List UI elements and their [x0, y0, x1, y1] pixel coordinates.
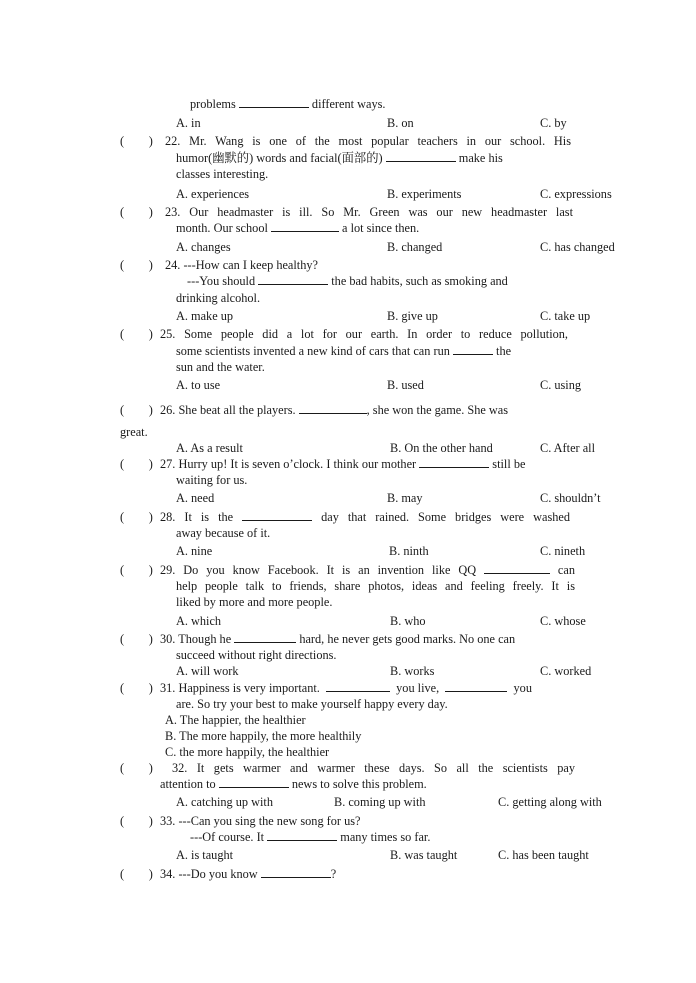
answer-blank[interactable]	[239, 96, 309, 108]
answer-paren[interactable]: ( )	[120, 205, 153, 219]
q30-line-2: succeed without right directions.	[176, 648, 337, 662]
q23-option-a[interactable]: A. changes	[176, 240, 231, 254]
q33-line-2: ---Of course. It many times so far.	[190, 830, 431, 844]
q31-option-a[interactable]: A. The happier, the healthier	[165, 713, 306, 727]
answer-blank[interactable]	[299, 402, 367, 414]
q26-option-c[interactable]: C. After all	[540, 441, 595, 455]
q25-line-1: 25. Some people did a lot for our earth. In order to reduce pollution,	[160, 327, 568, 341]
q26-line-2: great.	[120, 425, 148, 439]
q31-option-c[interactable]: C. the more happily, the healthier	[165, 745, 330, 759]
q23-line-2: month. Our school a lot since then.	[176, 221, 420, 235]
q21-option-c[interactable]: C. by	[540, 116, 567, 130]
answer-blank[interactable]	[267, 829, 337, 841]
answer-blank[interactable]	[258, 273, 328, 285]
answer-blank[interactable]	[326, 680, 390, 692]
q30-option-c[interactable]: C. worked	[540, 664, 592, 678]
q24-option-a[interactable]: A. make up	[176, 309, 234, 323]
q27-line-1: 27. Hurry up! It is seven o’clock. I think our mother still be	[160, 457, 526, 471]
q26-option-a[interactable]: A. As a result	[176, 441, 243, 455]
q29-option-a[interactable]: A. which	[176, 614, 222, 628]
answer-paren[interactable]: ( )	[120, 632, 153, 646]
q23-option-b[interactable]: B. changed	[387, 240, 443, 254]
q28-option-c[interactable]: C. nineth	[540, 544, 586, 558]
answer-paren[interactable]: ( )	[120, 510, 153, 524]
q32-option-c[interactable]: C. getting along with	[498, 795, 602, 809]
q32-option-b[interactable]: B. coming up with	[334, 795, 426, 809]
q27-line-2: waiting for us.	[176, 473, 248, 487]
q25-line-3: sun and the water.	[176, 360, 265, 374]
q21-option-b[interactable]: B. on	[387, 116, 414, 130]
q31-option-b[interactable]: B. The more happily, the more healthily	[165, 729, 362, 743]
q23-line-1: 23. Our headmaster is ill. So Mr. Green was our new headmaster last	[165, 205, 573, 219]
q30-line-1: 30. Though he hard, he never gets good marks. No one can	[160, 632, 516, 646]
q33-option-b[interactable]: B. was taught	[390, 848, 458, 862]
q33-option-c[interactable]: C. has been taught	[498, 848, 589, 862]
q27-option-b[interactable]: B. may	[387, 491, 423, 505]
q29-line-2: help people talk to friends, share photos, ideas and feeling freely. It is	[176, 579, 575, 593]
q24-option-c[interactable]: C. take up	[540, 309, 591, 323]
q33-line-1: 33. ---Can you sing the new song for us?	[160, 814, 361, 828]
answer-blank[interactable]	[386, 150, 456, 162]
q33-option-a[interactable]: A. is taught	[176, 848, 234, 862]
answer-paren[interactable]: ( )	[120, 761, 153, 775]
answer-paren[interactable]: ( )	[120, 457, 153, 471]
q31-line-1: 31. Happiness is very important. you live, you	[160, 681, 532, 695]
q32-option-a[interactable]: A. catching up with	[176, 795, 273, 809]
q24-line-3: drinking alcohol.	[176, 291, 261, 305]
answer-paren[interactable]: ( )	[120, 563, 153, 577]
answer-blank[interactable]	[484, 562, 550, 574]
answer-blank[interactable]	[419, 456, 489, 468]
q26-option-b[interactable]: B. On the other hand	[390, 441, 493, 455]
q21-option-a[interactable]: A. in	[176, 116, 201, 130]
answer-blank[interactable]	[453, 343, 493, 355]
answer-paren[interactable]: ( )	[120, 867, 153, 881]
q29-line-1: 29. Do you know Facebook. It is an invention like QQ can	[160, 563, 575, 577]
q28-line-1: 28. It is the day that rained. Some bridges were washed	[160, 510, 571, 524]
q22-option-b[interactable]: B. experiments	[387, 187, 462, 201]
answer-blank[interactable]	[271, 220, 339, 232]
q22-option-a[interactable]: A. experiences	[176, 187, 250, 201]
q32-line-2: attention to news to solve this problem.	[160, 777, 427, 791]
answer-blank[interactable]	[219, 776, 289, 788]
q29-line-3: liked by more and more people.	[176, 595, 333, 609]
q29-option-b[interactable]: B. who	[390, 614, 426, 628]
q31-line-2: are. So try your best to make yourself happy every day.	[176, 697, 448, 711]
answer-blank[interactable]	[234, 631, 296, 643]
q23-option-c[interactable]: C. has changed	[540, 240, 615, 254]
q22-option-c[interactable]: C. expressions	[540, 187, 612, 201]
q28-option-a[interactable]: A. nine	[176, 544, 213, 558]
q28-option-b[interactable]: B. ninth	[389, 544, 429, 558]
q30-option-b[interactable]: B. works	[390, 664, 435, 678]
q28-line-2: away because of it.	[176, 526, 271, 540]
q25-line-2: some scientists invented a new kind of cars that can run the	[176, 344, 512, 358]
q30-option-a[interactable]: A. will work	[176, 664, 239, 678]
q25-option-b[interactable]: B. used	[387, 378, 424, 392]
answer-paren[interactable]: ( )	[120, 134, 153, 148]
q29-option-c[interactable]: C. whose	[540, 614, 586, 628]
q32-line-1: 32. It gets warmer and warmer these days. So all the scientists pay	[172, 761, 575, 775]
answer-paren[interactable]: ( )	[120, 681, 153, 695]
q22-line-1: 22. Mr. Wang is one of the most popular teachers in our school. His	[165, 134, 571, 148]
q27-option-a[interactable]: A. need	[176, 491, 215, 505]
q25-option-a[interactable]: A. to use	[176, 378, 221, 392]
answer-paren[interactable]: ( )	[120, 327, 153, 341]
q25-option-c[interactable]: C. using	[540, 378, 581, 392]
answer-paren[interactable]: ( )	[120, 814, 153, 828]
q22-line-3: classes interesting.	[176, 167, 269, 181]
answer-blank[interactable]	[445, 680, 507, 692]
q34-line-1: 34. ---Do you know ?	[160, 867, 337, 881]
answer-paren[interactable]: ( )	[120, 258, 153, 272]
answer-blank[interactable]	[242, 509, 312, 521]
q24-line-1: 24. ---How can I keep healthy?	[165, 258, 318, 272]
q22-line-2: humor(幽默的) words and facial(面部的) make his	[176, 151, 503, 165]
q27-option-c[interactable]: C. shouldn’t	[540, 491, 601, 505]
q24-line-2: ---You should the bad habits, such as smoking and	[187, 274, 508, 288]
q21-line: problems different ways.	[190, 97, 386, 111]
answer-paren[interactable]: ( )	[120, 403, 153, 417]
answer-blank[interactable]	[261, 866, 331, 878]
q26-line-1: 26. She beat all the players. , she won the game. She was	[160, 403, 509, 417]
q24-option-b[interactable]: B. give up	[387, 309, 438, 323]
